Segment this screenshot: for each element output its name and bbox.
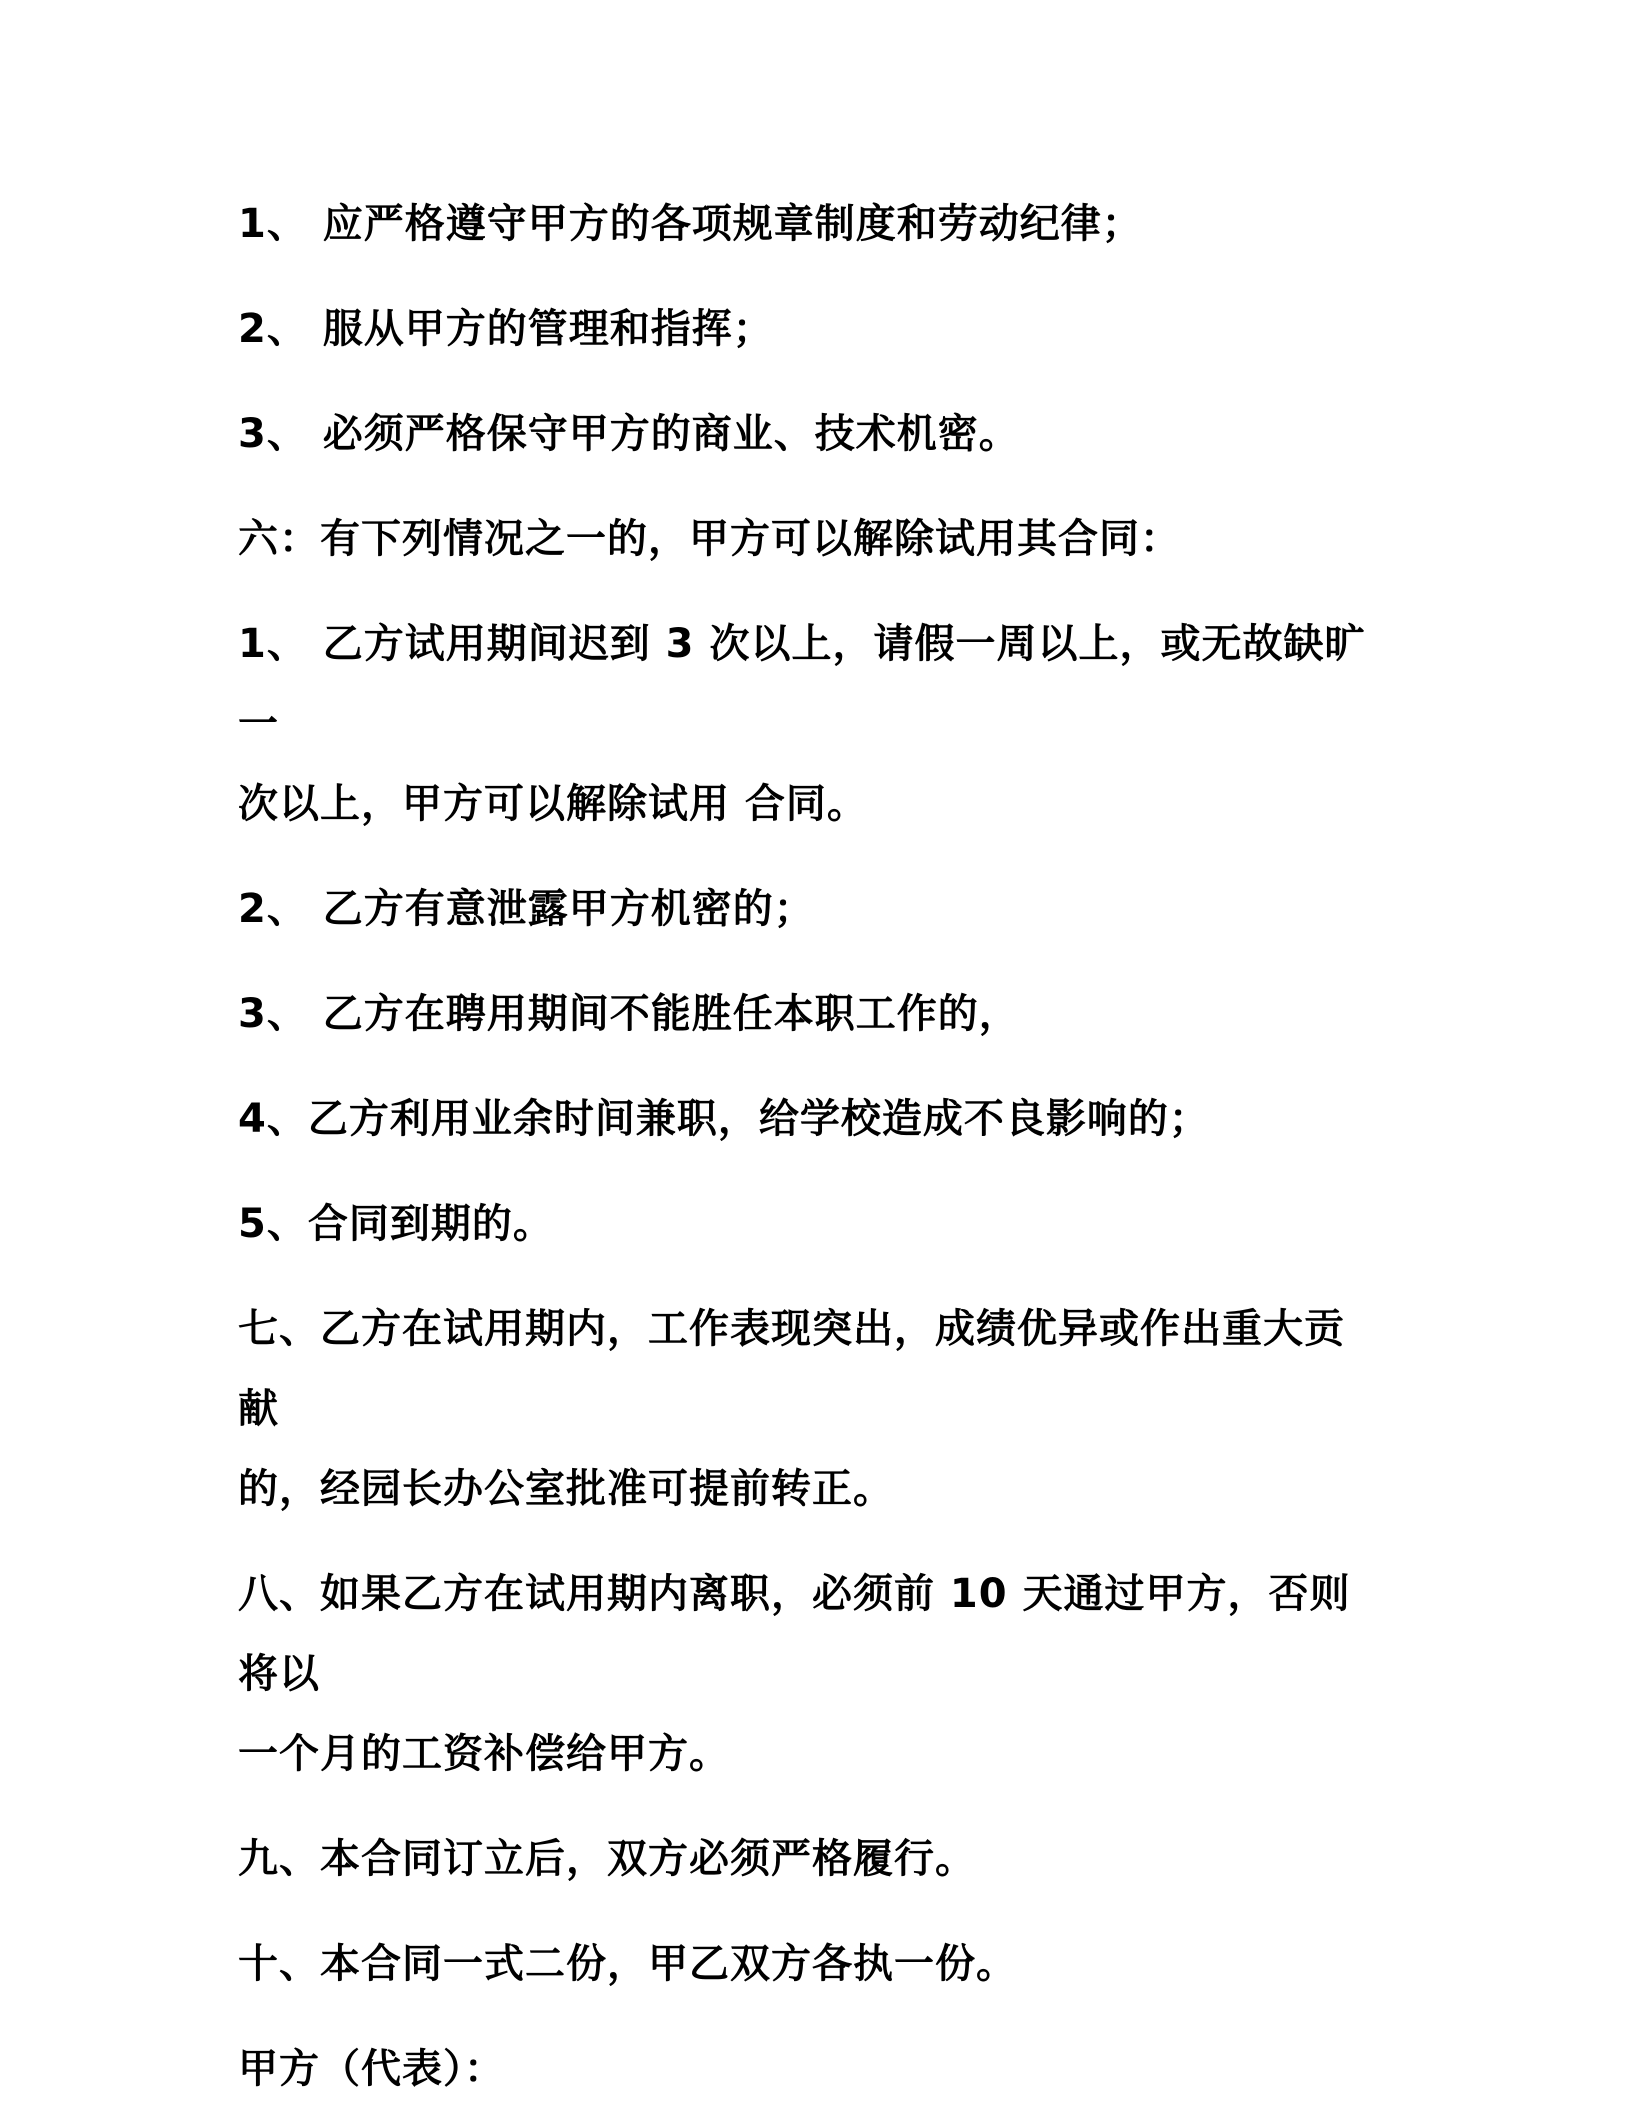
party-a-signature-label	[238, 2029, 1382, 2109]
text-line: 次以上，甲方可以解除试用 合同。	[238, 781, 868, 827]
clause-ten	[238, 1924, 1382, 2004]
clause-list-item-2	[238, 289, 1382, 369]
text-line: 甲方（代表）：	[238, 2046, 505, 2092]
text-line: 3、 乙方在聘用期间不能胜任本职工作的，	[238, 991, 1020, 1037]
text-line: 2、 服从甲方的管理和指挥；	[238, 306, 774, 352]
clause-six-item-3	[238, 974, 1382, 1054]
heading-clause-six	[238, 499, 1382, 579]
clause-seven	[238, 1289, 1382, 1529]
clause-list-item-3	[238, 394, 1382, 474]
clause-six-item-4	[238, 1079, 1382, 1159]
text-line: 七、乙方在试用期内，工作表现突出，成绩优异或作出重大贡献	[238, 1306, 1345, 1432]
text-line: 4、乙方利用业余时间兼职，给学校造成不良影响的；	[238, 1096, 1210, 1142]
text-line: 的，经园长办公室批准可提前转正。	[238, 1466, 894, 1512]
text-line: 5、合同到期的。	[238, 1201, 554, 1247]
text-line: 1、 乙方试用期间迟到 3 次以上，请假一周以上，或无故缺旷一	[238, 621, 1366, 747]
clause-nine	[238, 1819, 1382, 1899]
text-line: 十、本合同一式二份，甲乙双方各执一份。	[238, 1941, 1017, 1987]
text-line: 九、本合同订立后，双方必须严格履行。	[238, 1836, 976, 1882]
clause-six-item-2	[238, 869, 1382, 949]
text-line: 2、 乙方有意泄露甲方机密的；	[238, 886, 815, 932]
clause-list-item-1	[238, 184, 1382, 264]
text-line: 1、 应严格遵守甲方的各项规章制度和劳动纪律；	[238, 201, 1143, 247]
clause-six-item-1	[238, 604, 1382, 844]
clause-six-item-5	[238, 1184, 1382, 1264]
text-line: 八、如果乙方在试用期内离职，必须前 10 天通过甲方，否则将以	[238, 1571, 1351, 1697]
text-line: 六：有下列情况之一的，甲方可以解除试用其合同：	[238, 516, 1181, 562]
text-line: 一个月的工资补偿给甲方。	[238, 1731, 730, 1777]
text-line: 3、 必须严格保守甲方的商业、技术机密。	[238, 411, 1020, 457]
clause-eight	[238, 1554, 1382, 1794]
